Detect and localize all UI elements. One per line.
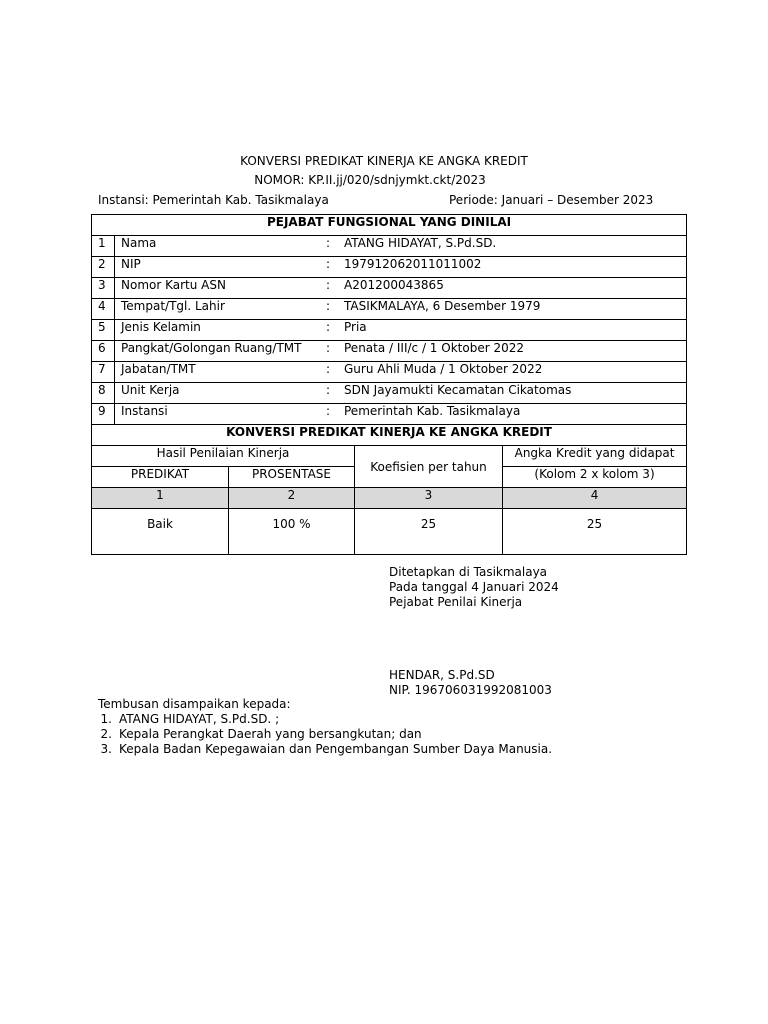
row-number: 3 <box>92 278 115 299</box>
document-number: NOMOR: KP.II.jj/020/sdnjymkt.ckt/2023 <box>254 173 486 187</box>
field-label: Unit Kerja <box>121 383 180 397</box>
field-label: Jabatan/TMT <box>121 362 196 376</box>
document-title: KONVERSI PREDIKAT KINERJA KE ANGKA KREDIT <box>240 154 528 168</box>
table-row <box>92 383 687 404</box>
row-number: 5 <box>92 320 115 341</box>
column-number: 4 <box>503 488 687 509</box>
field-colon: : <box>326 362 331 376</box>
conversion-value-row <box>92 509 687 555</box>
field-label: Nama <box>121 236 157 250</box>
angka-kredit-header: Angka Kredit yang didapat <box>503 446 687 467</box>
field-label: Instansi <box>121 404 168 418</box>
field-colon: : <box>326 236 331 250</box>
field-colon: : <box>326 257 331 271</box>
kolom-note: (Kolom 2 x kolom 3) <box>503 467 687 488</box>
signatory-name: HENDAR, S.Pd.SD <box>389 668 495 682</box>
field-value: TASIKMALAYA, 6 Desember 1979 <box>344 299 541 313</box>
hasil-penilaian-header: Hasil Penilaian Kinerja <box>92 446 355 467</box>
field-value: ATANG HIDAYAT, S.Pd.SD. <box>344 236 497 250</box>
predikat-header: PREDIKAT <box>92 467 229 488</box>
field-value: 197912062011011002 <box>344 257 482 271</box>
row-number: 6 <box>92 341 115 362</box>
predikat-value: Baik <box>92 509 229 555</box>
field-value: Pemerintah Kab. Tasikmalaya <box>344 404 521 418</box>
table-row <box>92 236 687 257</box>
angka-kredit-value: 25 <box>503 509 687 555</box>
table-row <box>92 341 687 362</box>
row-number: 4 <box>92 299 115 320</box>
row-number: 9 <box>92 404 115 425</box>
field-value: SDN Jayamukti Kecamatan Cikatomas <box>344 383 572 397</box>
koefisien-value: 25 <box>355 509 503 555</box>
field-colon: : <box>326 404 331 418</box>
prosentase-header: PROSENTASE <box>229 467 355 488</box>
main-table <box>91 214 687 555</box>
field-label: Pangkat/Golongan Ruang/TMT <box>121 341 302 355</box>
field-label: Tempat/Tgl. Lahir <box>121 299 225 313</box>
table-row <box>92 362 687 383</box>
column-number: 3 <box>355 488 503 509</box>
signature-place: Ditetapkan di Tasikmalaya <box>389 565 548 579</box>
column-number: 2 <box>229 488 355 509</box>
section1-title: PEJABAT FUNGSIONAL YANG DINILAI <box>92 215 687 236</box>
table-row <box>92 404 687 425</box>
row-number: 8 <box>92 383 115 404</box>
periode-label: Periode: Januari – Desember 2023 <box>449 193 654 207</box>
row-number: 2 <box>92 257 115 278</box>
column-number-row <box>92 488 687 509</box>
field-value: Guru Ahli Muda / 1 Oktober 2022 <box>344 362 543 376</box>
column-number: 1 <box>92 488 229 509</box>
row-number: 7 <box>92 362 115 383</box>
field-colon: : <box>326 320 331 334</box>
field-colon: : <box>326 278 331 292</box>
field-colon: : <box>326 341 331 355</box>
koefisien-header: Koefisien per tahun <box>355 446 503 488</box>
field-value: Pria <box>344 320 367 334</box>
prosentase-value: 100 % <box>229 509 355 555</box>
field-label: NIP <box>121 257 141 271</box>
table-row <box>92 320 687 341</box>
list-item: 1. ATANG HIDAYAT, S.Pd.SD. ; <box>100 712 280 726</box>
section2-title: KONVERSI PREDIKAT KINERJA KE ANGKA KREDIT <box>92 425 687 446</box>
signature-role: Pejabat Penilai Kinerja <box>389 595 523 609</box>
field-value: Penata / III/c / 1 Oktober 2022 <box>344 341 524 355</box>
row-number: 1 <box>92 236 115 257</box>
field-colon: : <box>326 299 331 313</box>
conversion-header-row <box>92 446 687 467</box>
section1-header-row <box>92 215 687 236</box>
field-colon: : <box>326 383 331 397</box>
table-row <box>92 299 687 320</box>
field-label: Jenis Kelamin <box>121 320 201 334</box>
tembusan-title: Tembusan disampaikan kepada: <box>98 697 291 711</box>
section2-header-row <box>92 425 687 446</box>
list-item: 3. Kepala Badan Kepegawaian dan Pengembangan Sumber Daya Manusia. <box>100 742 553 756</box>
signatory-nip: NIP. 196706031992081003 <box>389 683 552 697</box>
table-row <box>92 257 687 278</box>
table-row <box>92 278 687 299</box>
instansi-label: Instansi: Pemerintah Kab. Tasikmalaya <box>98 193 329 207</box>
field-value: A201200043865 <box>344 278 444 292</box>
signature-date: Pada tanggal 4 Januari 2024 <box>389 580 559 594</box>
list-item: 2. Kepala Perangkat Daerah yang bersangkutan; dan <box>100 727 422 741</box>
field-label: Nomor Kartu ASN <box>121 278 226 292</box>
tembusan-list <box>92 712 552 757</box>
